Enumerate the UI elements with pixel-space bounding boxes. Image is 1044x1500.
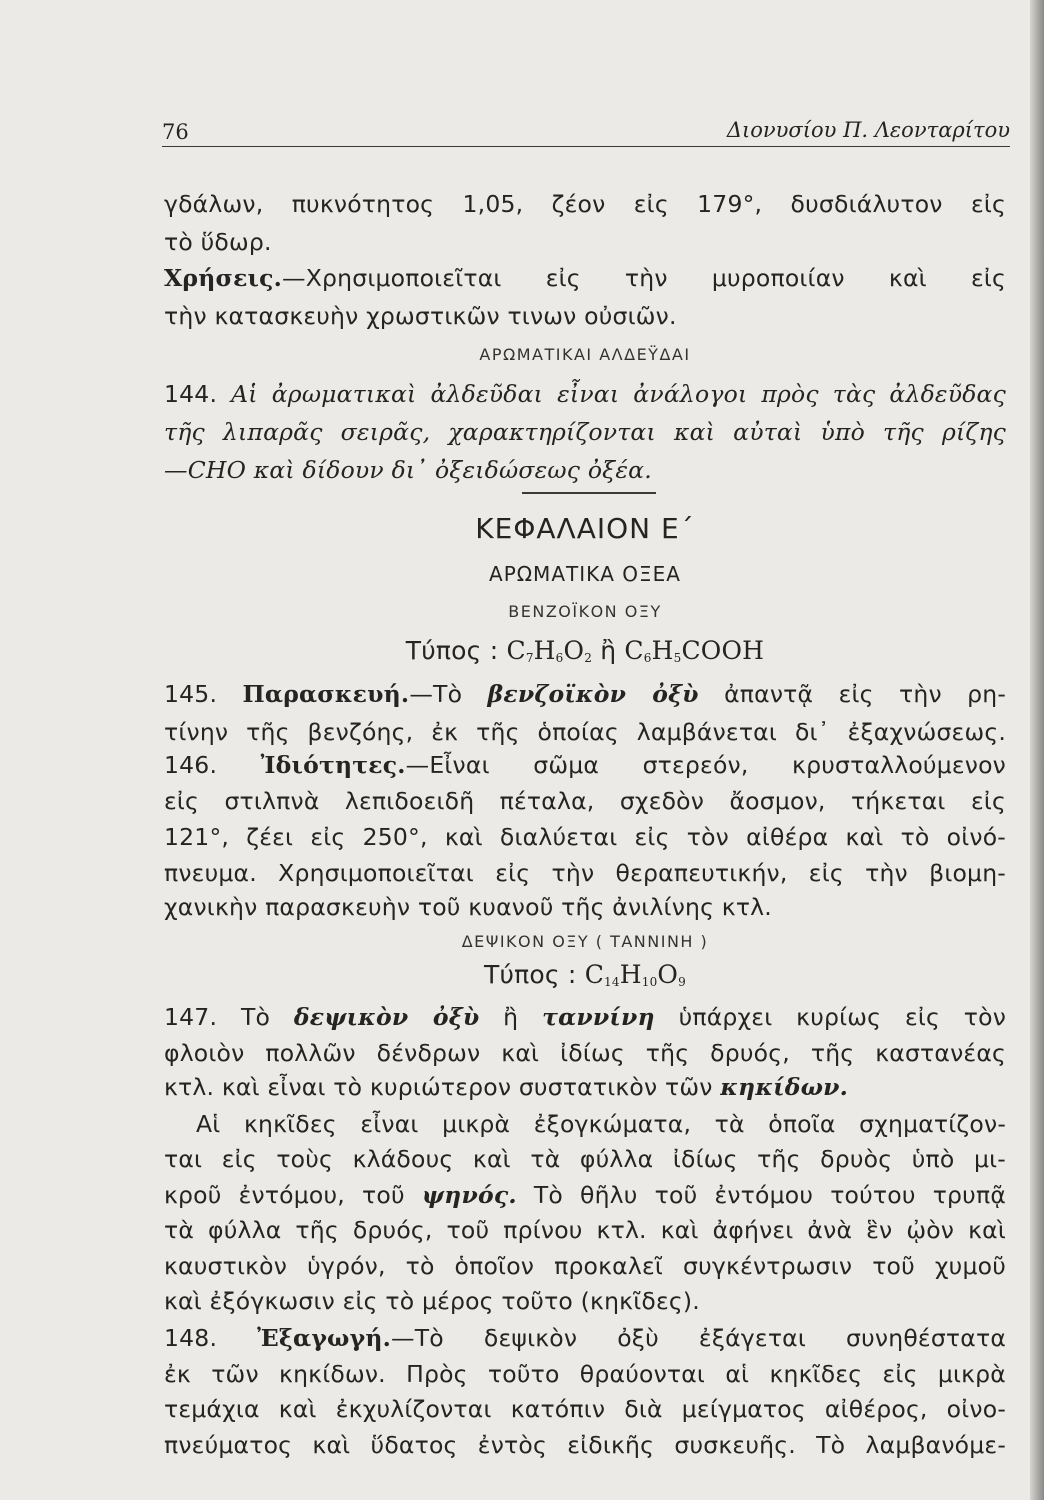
text-line: τίνην τῆς βενζόης, ἐκ τῆς ὁποίας λαμβάνεται δι᾽ ἐξαχνώσεως.: [164, 718, 1006, 746]
benzoic-formula: Τύπος : $C_7H_6O_2$ ἢ $C_6H_5COOH$: [405, 636, 765, 665]
term: δεψικὸν ὀξὺ: [293, 1003, 480, 1031]
benzoic-heading: ΒΕΝΖΟΪΚΟΝ ΟΞΥ: [508, 602, 662, 621]
text-line: —CHO καὶ δίδουν δι᾽ ὀξειδώσεως ὀξέα.: [164, 456, 652, 484]
paragraph-number: 146.: [164, 751, 218, 779]
text-line: γδάλων, πυκνότητος 1,05, ζέον εἰς 179°, δυσδιάλυτον εἰς: [164, 190, 1006, 218]
section-divider: [522, 492, 656, 494]
text-line: 121°, ζέει εἰς 250°, καὶ διαλύεται εἰς τὸν αἰθέρα καὶ τὸ οἰνό-: [164, 823, 1006, 851]
paragraph-number: 148.: [164, 1324, 218, 1352]
paragraph-148: 148. Ἐξαγωγή.—Τὸ δεψικὸν ὀξὺ ἐξάγεται συνηθέστατα: [164, 1324, 1007, 1352]
text-line: τὸ ὕδωρ.: [164, 228, 272, 256]
text-line: εἰς στιλπνὰ λεπιδοειδῆ πέταλα, σχεδὸν ἄοσμον, τήκεται εἰς: [164, 787, 1006, 815]
paragraph-number: 147.: [164, 1003, 218, 1031]
paragraph-146: 146. Ἰδιότητες.—Εἶναι σῶμα στερεόν, κρυσταλλούμενον: [164, 751, 1007, 779]
aldehydes-heading: ΑΡΩΜΑΤΙΚΑΙ ΑΛΔΕΫΔΑΙ: [479, 345, 691, 364]
text-line: ἐκ τῶν κηκίδων. Πρὸς τοῦτο θραύονται αἱ κηκῖδες εἰς μικρὰ: [164, 1360, 1006, 1388]
tannic-formula: Τύπος : $C_{14}H_{10}O_9$: [484, 960, 686, 989]
text-line: πνευμα. Χρησιμοποιεῖται εἰς τὴν θεραπευτικήν, εἰς τὴν βιομη-: [164, 859, 1006, 887]
term: κηκίδων.: [720, 1073, 849, 1101]
paragraph-label: Παρασκευή.: [242, 680, 410, 708]
text-line: Αἱ κηκῖδες εἶναι μικρὰ ἐξογκώματα, τὰ ὁποῖα σχηματίζον-: [196, 1110, 1006, 1138]
section-title: ΑΡΩΜΑΤΙΚΑ ΟΞΕΑ: [489, 562, 681, 586]
uses-paragraph: Χρήσεις.—Χρησιμοποιεῖται εἰς τὴν μυροποιίαν καὶ εἰς: [164, 264, 1006, 292]
text-line: κροῦ ἐντόμου, τοῦ ψηνός. Τὸ θῆλυ τοῦ ἐντόμου τούτου τρυπᾷ: [164, 1181, 1007, 1209]
paragraph-number: 144.: [164, 380, 218, 408]
paragraph-label: Ἐξαγωγή.: [257, 1324, 392, 1352]
term: ταννίνη: [542, 1003, 655, 1031]
page-header: [162, 112, 1010, 147]
uses-label: Χρήσεις.: [164, 264, 283, 292]
chapter-title: ΚΕΦΑΛΑΙΟΝ Ε΄: [475, 512, 695, 545]
text-line: τὰ φύλλα τῆς δρυός, τοῦ πρίνου κτλ. καὶ ἀφήνει ἀνὰ ἓν ᾠὸν καὶ: [164, 1216, 1006, 1244]
paragraph-144: 144. Αἱ ἀρωματικαὶ ἀλδεῦδαι εἶναι ἀνάλογοι πρὸς τὰς ἀλδεῦδας: [164, 380, 1006, 408]
tannic-heading: ΔΕΨΙΚΟΝ ΟΞΥ ( ΤΑΝΝΙΝΗ ): [461, 932, 709, 951]
page-number: 76: [162, 120, 189, 144]
paragraph-147: 147. Τὸ δεψικὸν ὀξὺ ἢ ταννίνη ὑπάρχει κυρίως εἰς τὸν: [164, 1003, 1007, 1031]
paragraph-145: 145. Παρασκευή.—Τὸ βενζοϊκὸν ὀξὺ ἀπαντᾷ εἰς τὴν ρη-: [164, 680, 1007, 708]
text-line: φλοιὸν πολλῶν δένδρων καὶ ἰδίως τῆς δρυός, τῆς καστανέας: [164, 1039, 1006, 1067]
text-line: χανικὴν παρασκευὴν τοῦ κυανοῦ τῆς ἀνιλίνης κτλ.: [164, 893, 772, 921]
term: βενζοϊκὸν ὀξὺ: [487, 680, 699, 708]
paragraph-label: Ἰδιότητες.: [260, 751, 406, 779]
text-line: τὴν κατασκευὴν χρωστικῶν τινων οὐσιῶν.: [164, 302, 677, 330]
running-title: Διονυσίου Π. Λεονταρίτου: [726, 118, 1010, 142]
text-line: τῆς λιπαρᾶς σειρᾶς, χαρακτηρίζονται καὶ αὐταὶ ὑπὸ τῆς ρίζης: [164, 418, 1006, 446]
text-line: κτλ. καὶ εἶναι τὸ κυριώτερον συστατικὸν τῶν κηκίδων.: [164, 1073, 849, 1101]
text-line: τεμάχια καὶ ἐκχυλίζονται κατόπιν διὰ μείγματος αἰθέρος, οἰνο-: [164, 1395, 1006, 1423]
text-line: ται εἰς τοὺς κλάδους καὶ τὰ φύλλα ἰδίως τῆς δρυὸς ὑπὸ μι-: [164, 1145, 1006, 1173]
page-edge-shadow: [1030, 0, 1044, 1500]
text-line: καυστικὸν ὑγρόν, τὸ ὁποῖον προκαλεῖ συγκέντρωσιν τοῦ χυμοῦ: [164, 1252, 1006, 1280]
text-line: καὶ ἐξόγκωσιν εἰς τὸ μέρος τοῦτο (κηκῖδες).: [164, 1287, 700, 1315]
text-line: πνεύματος καὶ ὕδατος ἐντὸς εἰδικῆς συσκευῆς. Τὸ λαμβανόμε-: [164, 1431, 1006, 1459]
term: ψηνός.: [421, 1181, 517, 1209]
paragraph-number: 145.: [164, 680, 218, 708]
